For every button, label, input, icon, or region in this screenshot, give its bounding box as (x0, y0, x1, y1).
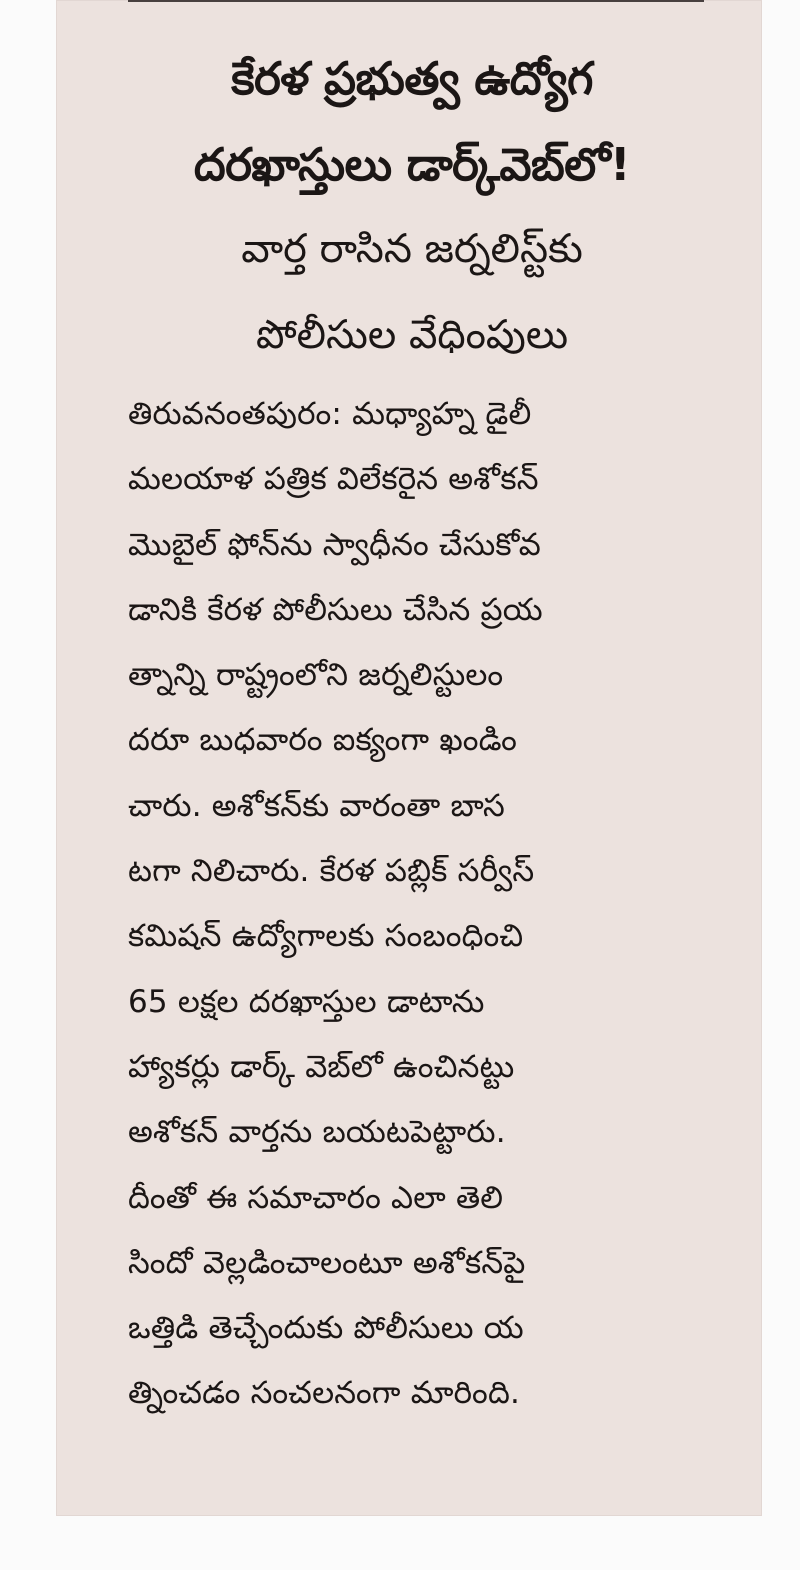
headline-line: కేరళ ప్రభుత్వ ఉద్యోగ (231, 52, 593, 105)
subheadline-line: వార్త రాసిన జర్నలిస్ట్‌కు (241, 226, 583, 272)
subheadline-line: పోలీసుల వేధింపులు (255, 312, 569, 358)
body-line: ఒత్తిడి తెచ్చేందుకు పోలీసులు య (128, 1310, 524, 1347)
body-line: తిరువనంతపురం: మధ్యాహ్న డైలీ (128, 396, 532, 432)
headline-line: దరఖాస్తులు డార్క్‌వెబ్‌లో! (193, 138, 631, 191)
body-line: డానికి కేరళ పోలీసులు చేసిన ప్రయ (128, 591, 543, 628)
body-line: త్నాన్ని రాష్ట్రంలోని జర్నలిస్టులం (128, 657, 504, 694)
body-line: అశోకన్ వార్తను బయటపెట్టారు. (128, 1114, 506, 1151)
body-line: త్నించడం సంచలనంగా మారింది. (128, 1375, 521, 1412)
body-line: మొబైల్ ఫోన్‌ను స్వాధీనం చేసుకోవ (128, 526, 541, 563)
body-line: సిందో వెల్లడించాలంటూ అశోకన్‌పై (128, 1244, 526, 1281)
body-line: 65 లక్షల దరఖాస్తుల డాటాను (128, 983, 485, 1020)
body-line: కమిషన్ ఉద్యోగాలకు సంబంధించి (128, 918, 524, 955)
body-line: దరూ బుధవారం ఐక్యంగా ఖండిం (128, 722, 518, 759)
article-subheadline (104, 206, 720, 378)
column-rule (128, 0, 704, 2)
body-line: చారు. అశోకన్‌కు వారంతా బాస (128, 787, 505, 824)
body-line: హ్యాకర్లు డార్క్ వెబ్‌లో ఉంచినట్టు (128, 1048, 515, 1085)
body-line: దీంతో ఈ సమాచారం ఎలా తెలి (128, 1179, 504, 1216)
article-headline (104, 36, 720, 208)
article-body (128, 382, 706, 1427)
body-line: టగా నిలిచారు. కేరళ పబ్లిక్ సర్వీస్ (128, 853, 535, 890)
body-line: మలయాళ పత్రిక విలేకరైన అశోకన్ (128, 461, 539, 498)
